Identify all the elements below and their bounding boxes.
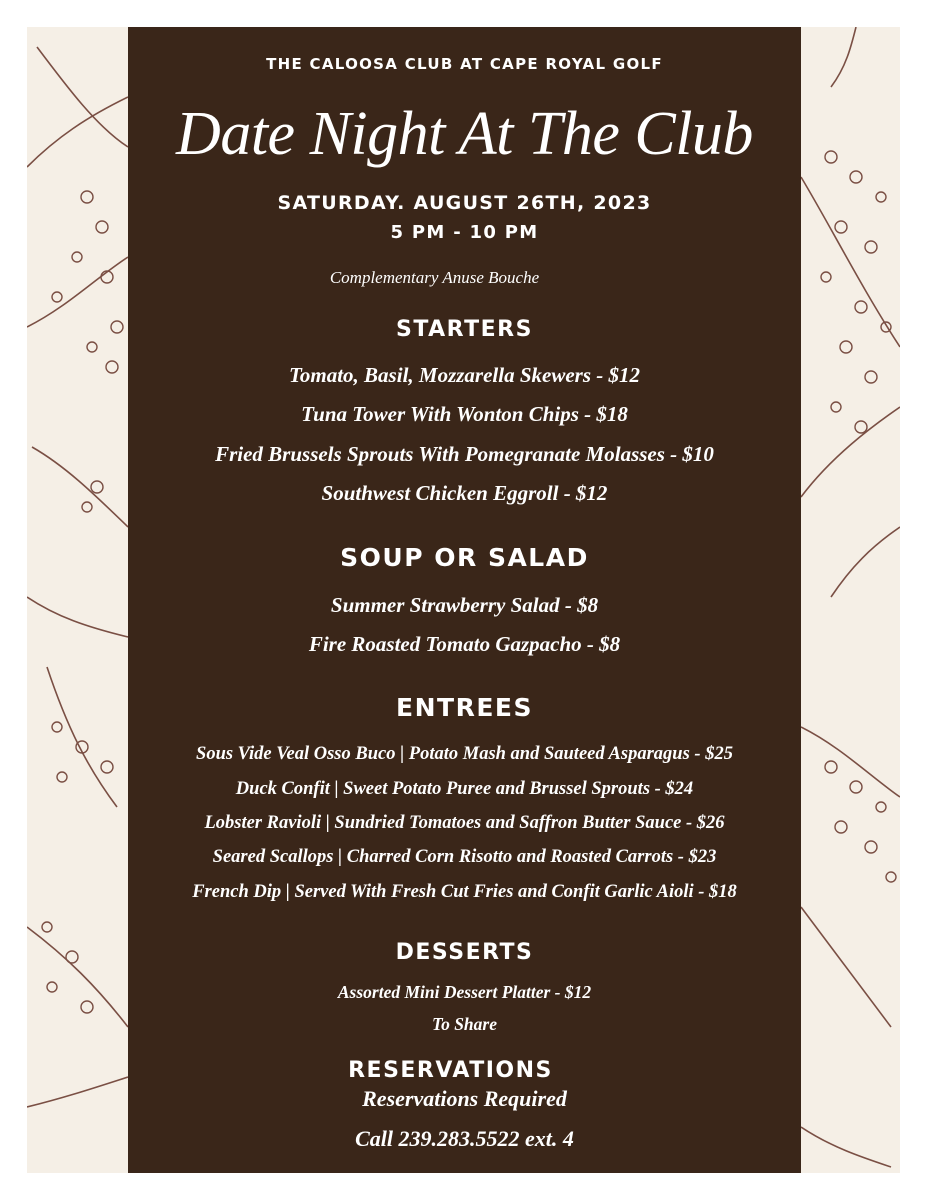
menu-panel <box>128 27 801 1173</box>
entrees-heading: ENTREES <box>396 693 533 722</box>
starter-item: Southwest Chicken Eggroll - $12 <box>321 481 608 505</box>
reservations-phone: Call 239.283.5522 ext. 4 <box>355 1126 574 1151</box>
entree-item: Lobster Ravioli | Sundried Tomatoes and Saffron Butter Sauce - $26 <box>204 813 725 833</box>
entree-item: Sous Vide Veal Osso Buco | Potato Mash and Sauteed Asparagus - $25 <box>196 744 733 764</box>
floral-right-decoration <box>801 27 900 1173</box>
dessert-item: Assorted Mini Dessert Platter - $12 <box>337 982 592 1002</box>
entree-item: Seared Scallops | Charred Corn Risotto and Roasted Carrots - $23 <box>212 847 717 867</box>
reservations-heading: RESERVATIONS <box>348 1058 553 1083</box>
entree-item: French Dip | Served With Fresh Cut Fries and Confit Garlic Aioli - $18 <box>192 882 737 902</box>
starter-item: Tomato, Basil, Mozzarella Skewers - $12 <box>288 363 640 387</box>
soup-salad-item: Summer Strawberry Salad - $8 <box>330 593 599 617</box>
soup-salad-item: Fire Roasted Tomato Gazpacho - $8 <box>308 632 621 656</box>
dessert-note: To Share <box>431 1014 497 1034</box>
reservations-note: Reservations Required <box>362 1086 567 1111</box>
club-name: THE CALOOSA CLUB AT CAPE ROYAL GOLF <box>266 55 663 73</box>
starter-item: Fried Brussels Sprouts With Pomegranate Molasses - $10 <box>215 442 714 466</box>
soup-salad-heading: SOUP OR SALAD <box>340 543 589 572</box>
amuse-bouche-note: Complementary Anuse Bouche <box>329 268 540 287</box>
entree-item: Duck Confit | Sweet Potato Puree and Brussel Sprouts - $24 <box>235 779 694 799</box>
event-date: SATURDAY. AUGUST 26TH, 2023 <box>277 192 652 214</box>
desserts-heading: DESSERTS <box>395 940 534 965</box>
event-time: 5 PM - 10 PM <box>390 222 539 243</box>
starters-heading: STARTERS <box>396 317 533 342</box>
event-title: Date Night At The Club <box>176 100 753 168</box>
starter-item: Tuna Tower With Wonton Chips - $18 <box>301 402 628 426</box>
floral-left-decoration <box>27 27 128 1173</box>
